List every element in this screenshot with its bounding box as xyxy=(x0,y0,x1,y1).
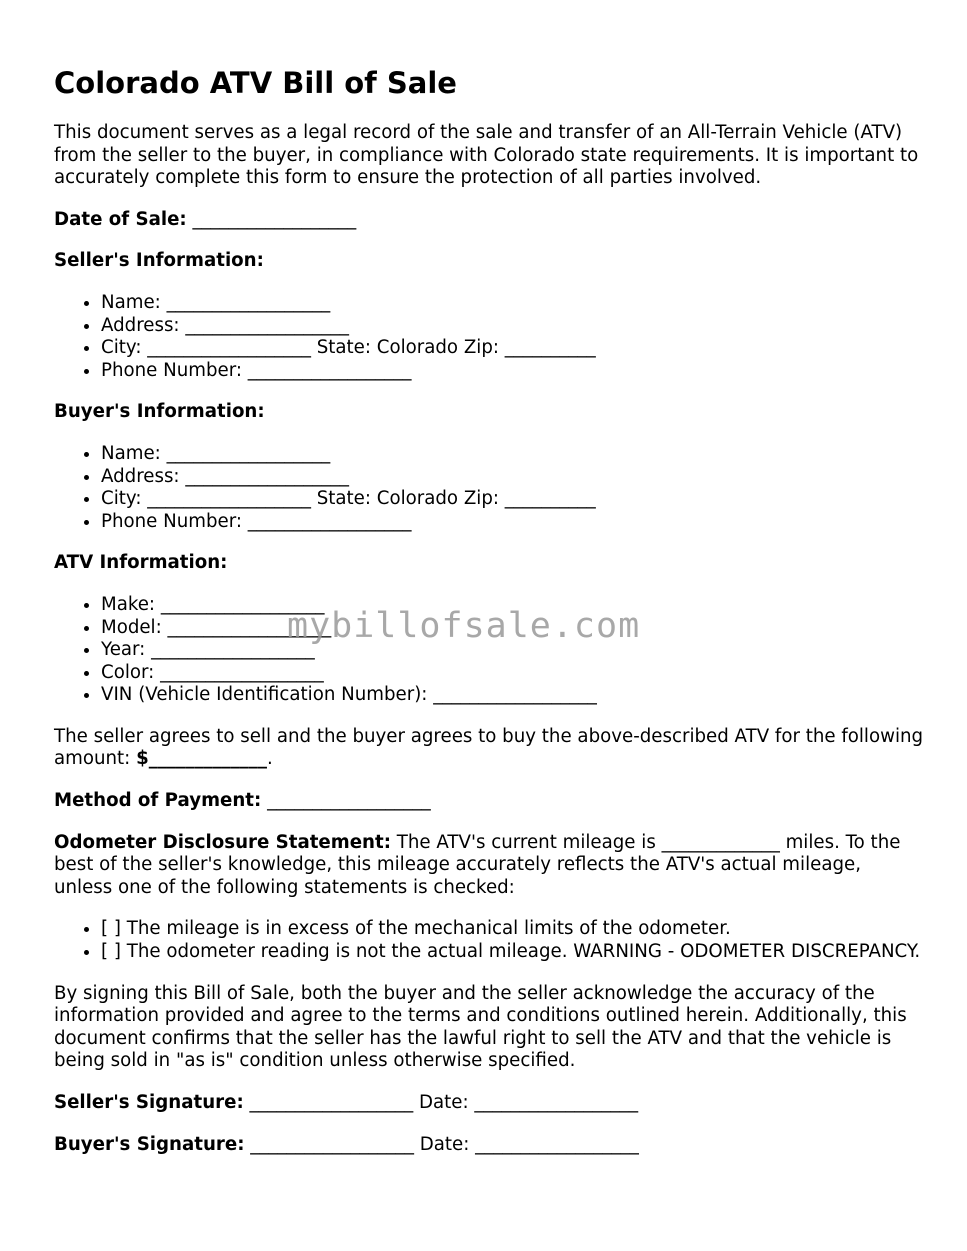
buyer-city-field: • City: __________________ State: Colorado Zip: __________ xyxy=(101,488,924,511)
buyer-address-field: • Address: __________________ xyxy=(101,466,924,489)
atv-make-field: • Make: __________________ xyxy=(101,594,924,617)
amount-value: $_____________ xyxy=(136,748,267,770)
buyer-info-list xyxy=(54,443,924,533)
odometer-paragraph xyxy=(54,832,924,900)
payment-blank: __________________ xyxy=(267,790,431,812)
buyer-signature-line xyxy=(54,1134,924,1157)
date-of-sale-blank: __________________ xyxy=(192,208,357,230)
date-of-sale-line xyxy=(54,209,924,232)
buyer-heading: Buyer's Information: xyxy=(54,401,265,423)
seller-name-field: • Name: __________________ xyxy=(101,292,924,315)
odometer-option-discrepancy: • [ ] The odometer reading is not the actual mileage. WARNING - ODOMETER DISCREPANCY. xyxy=(101,941,924,964)
watermark: mybillofsale.com xyxy=(287,606,641,646)
amount-end: . xyxy=(266,748,273,770)
seller-heading: Seller's Information: xyxy=(54,250,264,272)
date-of-sale-label: Date of Sale: xyxy=(54,208,187,230)
buyer-name-field: • Name: __________________ xyxy=(101,443,924,466)
acknowledgement-paragraph: By signing this Bill of Sale, both the buyer and the seller acknowledge the accuracy of the information provided and agree to the terms and conditions outlined herein. Additionally, this document confirms that the seller has the lawful right to sell the ATV and that the vehicle is being sold in "as is" condition unless otherwise specified. xyxy=(54,982,907,1072)
atv-year-field: • Year: __________________ xyxy=(101,639,924,662)
atv-color-field: • Color: __________________ xyxy=(101,662,924,685)
buyer-signature-label: Buyer's Signature: xyxy=(54,1133,245,1155)
seller-signature-label: Seller's Signature: xyxy=(54,1092,244,1113)
odometer-options-list xyxy=(54,918,924,963)
odometer-label: Odometer Disclosure Statement: xyxy=(54,831,391,853)
atv-vin-field: • VIN (Vehicle Identification Number): __________________ xyxy=(101,684,924,707)
odometer-text: The ATV's current mileage is _____________ miles. To the best of the seller's knowledge, this mileage accurately reflects the ATV's actual mileage, unless one of the following statements is checked: xyxy=(54,831,901,898)
odometer-option-exceeds: • [ ] The mileage is in excess of the mechanical limits of the odometer. xyxy=(101,918,924,941)
intro-paragraph: This document serves as a legal record of the sale and transfer of an All-Terrain Vehicle (ATV) from the seller to the buyer, in compliance with Colorado state requirements. It is important to accurately complete this form to ensure the protection of all parties involved. xyxy=(54,122,919,189)
seller-phone-field: • Phone Number: __________________ xyxy=(101,360,924,383)
seller-signature-blanks: __________________ Date: __________________ xyxy=(249,1092,639,1113)
amount-text: The seller agrees to sell and the buyer agrees to buy the above-described ATV for the following amount: xyxy=(54,725,924,770)
seller-city-field: • City: __________________ State: Colorado Zip: __________ xyxy=(101,337,924,360)
payment-line xyxy=(54,790,924,813)
atv-heading: ATV Information: xyxy=(54,552,228,574)
seller-info-list xyxy=(54,292,924,382)
atv-model-field: • Model: __________________ xyxy=(101,617,924,640)
seller-address-field: • Address: __________________ xyxy=(101,315,924,338)
buyer-phone-field: • Phone Number: __________________ xyxy=(101,511,924,534)
seller-signature-line xyxy=(54,1092,924,1115)
buyer-signature-blanks: __________________ Date: __________________ xyxy=(250,1133,639,1155)
amount-paragraph xyxy=(54,726,924,771)
page-title: Colorado ATV Bill of Sale xyxy=(54,66,457,100)
payment-label: Method of Payment: xyxy=(54,790,262,812)
